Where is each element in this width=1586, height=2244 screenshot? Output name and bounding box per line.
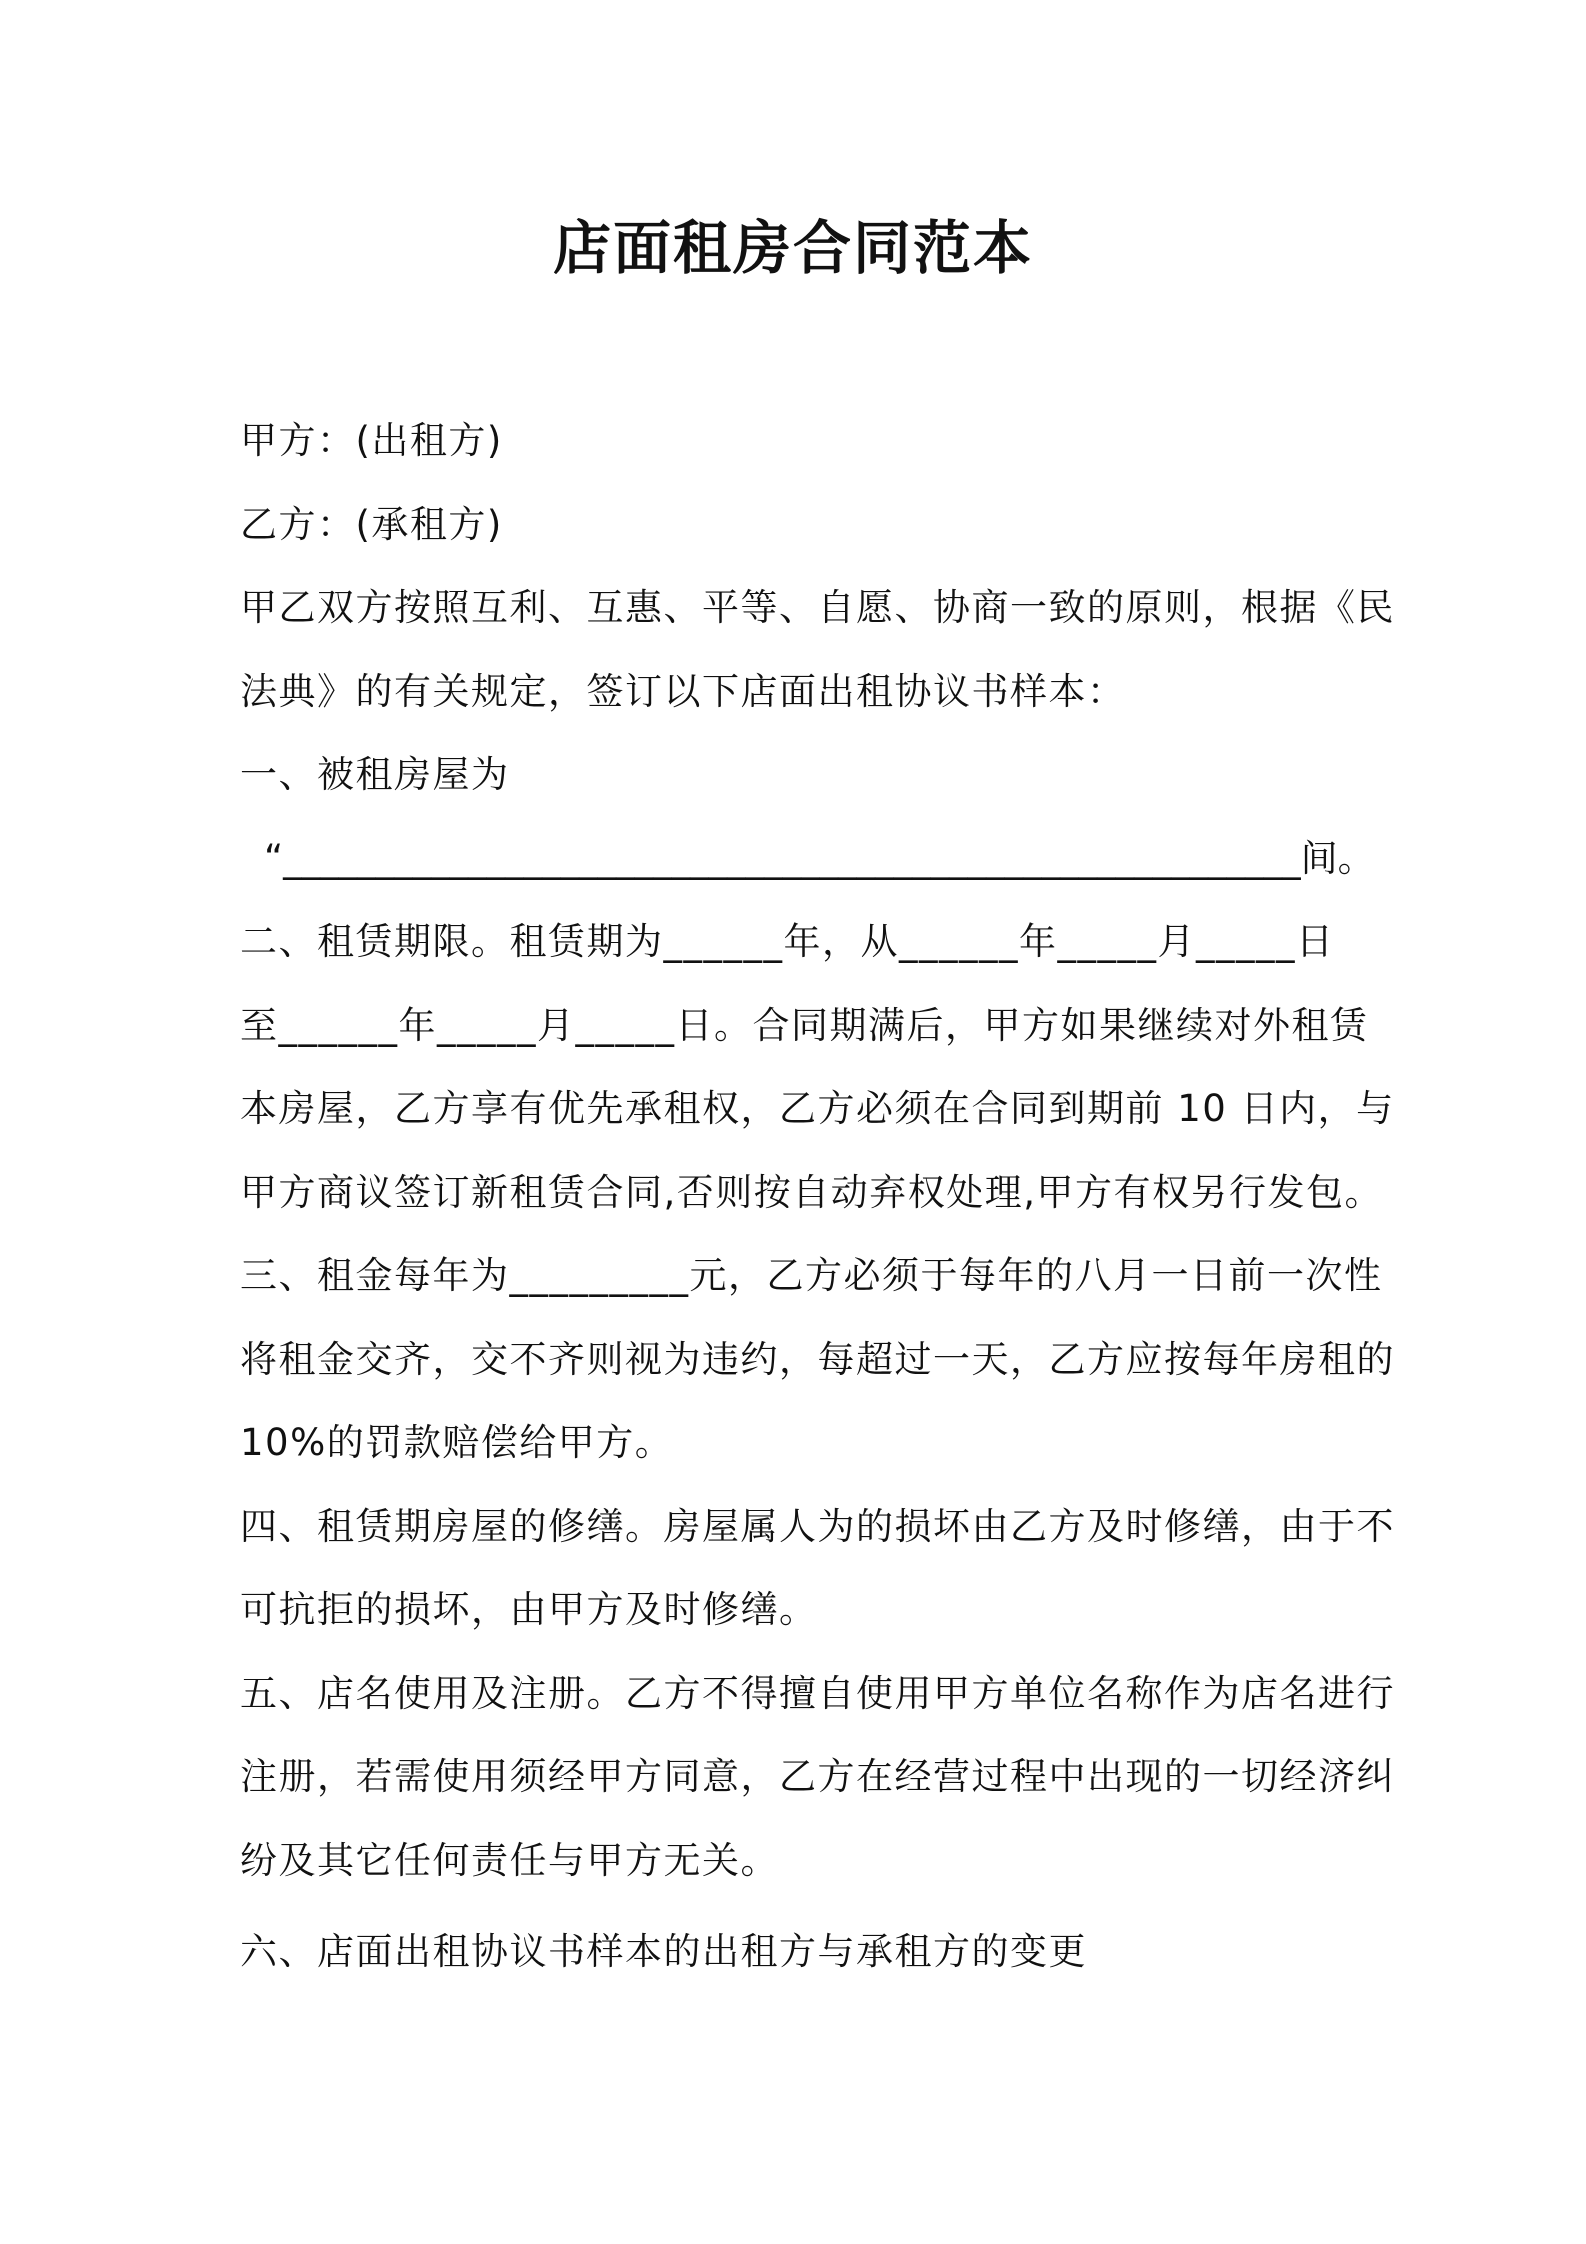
clause-5-line-3: 纷及其它任何责任与甲方无关。: [240, 1838, 779, 1882]
clause-5-line-2: 注册，若需使用须经甲方同意，乙方在经营过程中出现的一切经济纠: [240, 1755, 1395, 1798]
clause-1-heading: 一、被租房屋为: [240, 753, 510, 796]
party-a-line: 甲方：(出租方): [240, 419, 503, 462]
clause-2-line-1: 二、租赁期限。租赁期为______年，从______年_____月_____日: [240, 920, 1335, 963]
clause-2-line-4: 甲方商议签订新租赁合同,否则按自动弃权处理,甲方有权另行发包。: [240, 1170, 1384, 1214]
document-title: 店面租房合同范本: [552, 214, 1033, 282]
clause-4-line-1: 四、租赁期房屋的修缮。房屋属人为的损坏由乙方及时修缮，由于不: [240, 1504, 1395, 1548]
clause-2-line-2: 至______年_____月_____日。合同期满后，甲方如果继续对外租赁: [240, 1003, 1369, 1047]
clause-6-heading: 六、店面出租协议书样本的出租方与承租方的变更: [240, 1930, 1087, 1973]
clause-3-line-3: 10%的罚款赔偿给甲方。: [240, 1421, 674, 1464]
clause-3-line-2: 将租金交齐，交不齐则视为违约，每超过一天，乙方应按每年房租的: [240, 1337, 1395, 1381]
preamble-line-1: 甲乙双方按照互利、互惠、平等、自愿、协商一致的原则，根据《民: [240, 586, 1395, 629]
clause-4-line-2: 可抗拒的损坏，由甲方及时修缮。: [240, 1588, 818, 1631]
preamble-line-2: 法典》的有关规定，签订以下店面出租协议书样本：: [240, 669, 1126, 713]
document-body: [240, 399, 1395, 1994]
clause-5-line-1: 五、店名使用及注册。乙方不得擅自使用甲方单位名称作为店名进行: [240, 1671, 1395, 1715]
clause-2-line-3: 本房屋，乙方享有优先承租权，乙方必须在合同到期前 10 日内，与: [240, 1087, 1395, 1130]
party-b-line: 乙方：(承租方): [240, 502, 503, 546]
clause-3-line-1: 三、租金每年为_________元，乙方必须于每年的八月一日前一次性: [240, 1254, 1383, 1297]
clause-1-blank-line: “_______________________________________________________间。: [264, 836, 1375, 880]
